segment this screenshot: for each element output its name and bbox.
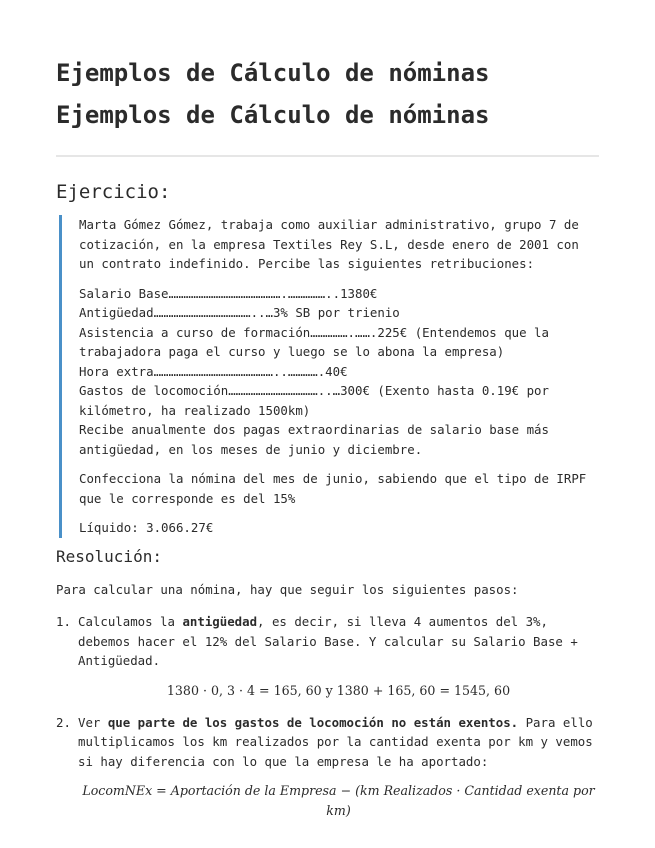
line-salario-base: Salario Base……………………………………….……………..1380€ bbox=[79, 285, 378, 301]
resolution-intro: Para calcular una nómina, hay que seguir los siguientes pasos: bbox=[56, 581, 519, 597]
exercise-task: Confecciona la nómina del mes de junio, sabiendo que el tipo de IRPF que le corresponde es del 15% bbox=[79, 471, 587, 506]
step-text-bold: que parte de los gastos de locomoción no están exentos. bbox=[107, 714, 519, 730]
step-text-post: , es decir, si lleva 4 aumentos del 3%, debemos hacer el 12% del Salario Base. Y calcular su Salario Base + Antigüedad. bbox=[78, 614, 578, 668]
page-title bbox=[56, 52, 599, 136]
line-asistencia-curso: Asistencia a curso de formación…………….…….225€ (Entendemos que la trabajadora paga el curso y luego se lo abona la empresa) bbox=[79, 324, 549, 359]
step-text-bold: antigüedad bbox=[182, 614, 258, 629]
formula-antiguedad: 1380 · 0, 3 · 4 = 165, 60 y 1380 + 165, 60 = 1545, 60 bbox=[166, 682, 511, 698]
horizontal-rule bbox=[56, 155, 599, 157]
step-number: 2. bbox=[56, 714, 71, 730]
exercise-blockquote bbox=[59, 215, 599, 538]
exercise-retributions bbox=[79, 284, 599, 460]
list-item bbox=[56, 713, 599, 822]
exercise-intro: Marta Gómez Gómez, trabaja como auxiliar administrativo, grupo 7 de cotización, en la empresa Textiles Rey S.L, desde enero de 2001 con un contrato indefinido. Percibe las siguientes retribuciones: bbox=[79, 217, 579, 271]
line-hora-extra: Hora extra…………………………………………..………….40€ bbox=[79, 363, 348, 379]
step-text-pre: Ver bbox=[78, 714, 108, 730]
steps-list bbox=[56, 612, 599, 821]
title-line-1: Ejemplos de Cálculo de nóminas bbox=[56, 59, 490, 87]
formula-locomocion: LocomNEx = Aportación de la Empresa − (km Realizados · Cantidad exenta por km) bbox=[82, 783, 595, 818]
step-text-pre: Calculamos la bbox=[78, 614, 183, 629]
step-number: 1. bbox=[56, 614, 71, 629]
step-text-post: Para ello multiplicamos los km realizados por la cantidad exenta por km y vemos si hay diferencia con lo que la empresa le ha aportado: bbox=[78, 714, 593, 769]
line-pagas-extra: Recibe anualmente dos pagas extraordinarias de salario base más antigüedad, en los meses de junio y diciembre. bbox=[79, 422, 549, 457]
line-antiguedad: Antigüedad…………………………………..…3% SB por trienio bbox=[79, 305, 400, 320]
resolution-heading: Resolución: bbox=[56, 546, 162, 566]
title-line-2: Ejemplos de Cálculo de nóminas bbox=[56, 101, 490, 129]
liquido-result: Líquido: 3.066.27€ bbox=[79, 520, 214, 535]
exercise-heading: Ejercicio: bbox=[56, 181, 171, 203]
line-gastos-locomocion: Gastos de locomoción………………………………..…300€ (Exento hasta 0.19€ por kilómetro, ha realizado 1500km) bbox=[79, 383, 549, 418]
list-item bbox=[56, 612, 599, 701]
